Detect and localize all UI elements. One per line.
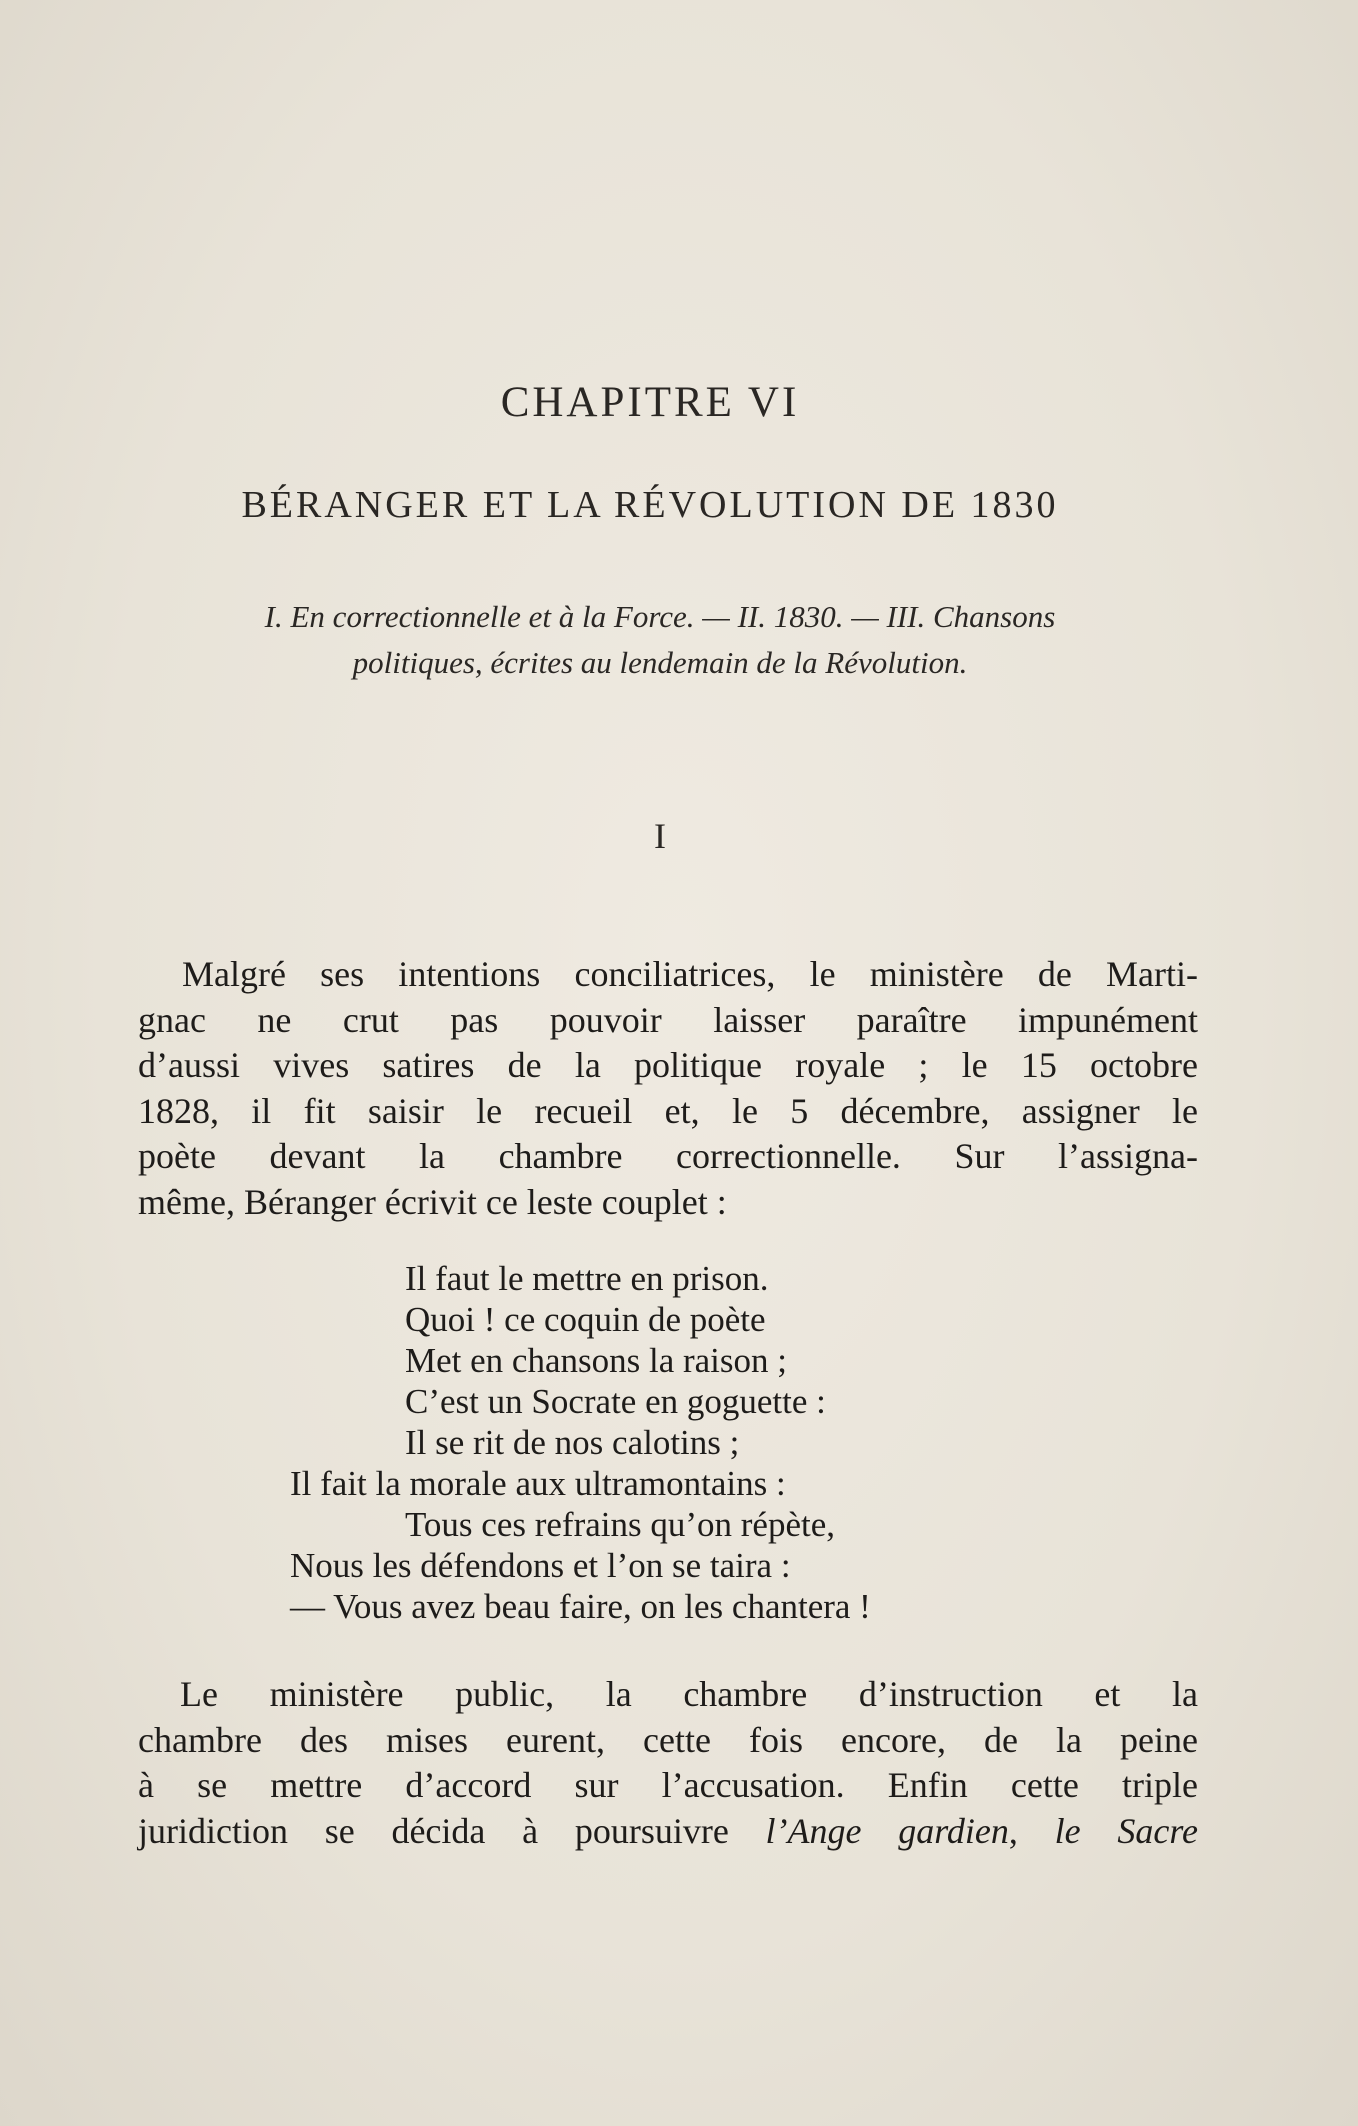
paragraph-line: même, Béranger écrivit ce leste couplet : bbox=[138, 1181, 727, 1222]
verse-line: Met en chansons la raison ; bbox=[405, 1341, 787, 1380]
paragraph-2 bbox=[138, 1672, 1198, 1854]
paragraph-line: Le ministère public, la chambre d’instruction et la bbox=[180, 1674, 1198, 1714]
section-number: I bbox=[654, 816, 666, 856]
paragraph-line: poète devant la chambre correctionnelle. Sur l’assigna- bbox=[138, 1136, 1198, 1176]
verse-line: — Vous avez beau faire, on les chantera ! bbox=[290, 1587, 871, 1626]
verse-line: Il faut le mettre en prison. bbox=[405, 1259, 769, 1298]
paragraph-line: d’aussi vives satires de la politique royale ; le 15 octobre bbox=[138, 1045, 1198, 1085]
line-text: juridiction se décida à poursuivre bbox=[138, 1810, 766, 1851]
verse-line: Tous ces refrains qu’on répète, bbox=[405, 1505, 836, 1544]
paragraph-1 bbox=[138, 952, 1198, 1225]
verse-line: C’est un Socrate en goguette : bbox=[405, 1382, 826, 1421]
paragraph-line: Malgré ses intentions conciliatrices, le ministère de Marti- bbox=[182, 954, 1198, 994]
italic-title-sacre: le Sacre bbox=[1054, 1810, 1198, 1851]
verse-line: Quoi ! ce coquin de poète bbox=[405, 1300, 766, 1339]
line-separator: , bbox=[1008, 1810, 1055, 1851]
paragraph-line-mixed bbox=[138, 1809, 1198, 1855]
paragraph-line: gnac ne crut pas pouvoir laisser paraître impunément bbox=[138, 999, 1198, 1040]
chapter-title: CHAPITRE VI bbox=[500, 379, 800, 426]
verse-couplet bbox=[290, 1258, 1090, 1627]
verse-line: Il se rit de nos calotins ; bbox=[405, 1423, 740, 1462]
chapter-subtitle: BÉRANGER ET LA RÉVOLUTION DE 1830 bbox=[241, 484, 1059, 526]
verse-line: Nous les défendons et l’on se taira : bbox=[290, 1546, 791, 1585]
paragraph-line: 1828, il fit saisir le recueil et, le 5 décembre, assigner le bbox=[138, 1090, 1198, 1131]
summary-line: politiques, écrites au lendemain de la Révolution. bbox=[352, 645, 968, 680]
verse-line: Il fait la morale aux ultramontains : bbox=[290, 1464, 786, 1503]
chapter-summary bbox=[120, 594, 1200, 686]
summary-line: I. En correctionnelle et à la Force. — II. 1830. — III. Chansons bbox=[264, 599, 1056, 634]
paragraph-line: à se mettre d’accord sur l’accusation. Enfin cette triple bbox=[138, 1765, 1198, 1805]
italic-title-ange-gardien: l’Ange gardien bbox=[765, 1810, 1009, 1851]
paragraph-line: chambre des mises eurent, cette fois encore, de la peine bbox=[138, 1719, 1198, 1760]
